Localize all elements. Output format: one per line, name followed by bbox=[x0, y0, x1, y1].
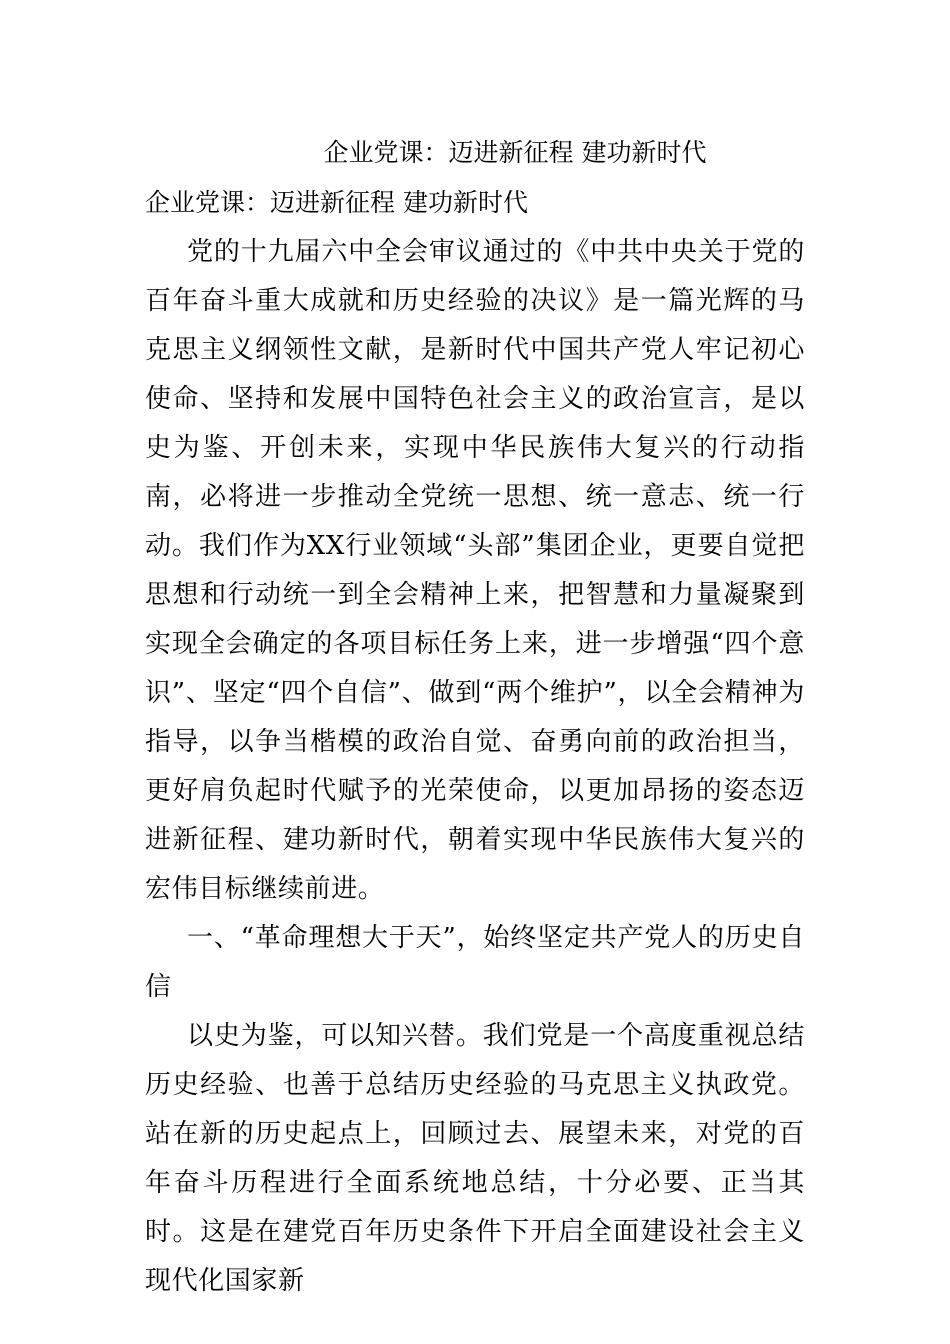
document-subtitle: 企业党课：迈进新征程 建功新时代 bbox=[145, 188, 528, 217]
body-paragraph: 以史为鉴，可以知兴替。我们党是一个高度重视总结历史经验、也善于总结历史经验的马克思主义执政党。站在新的历史起点上，回顾过去、展望未来，对党的百年奋斗历程进行全面系统地总结，十分必要、正当其时。这是在建党百年历史条件下开启全面建设社会主义现代化国家新 bbox=[145, 1021, 805, 1296]
document-page bbox=[145, 128, 805, 1306]
document-title: 企业党课：迈进新征程 建功新时代 bbox=[323, 138, 707, 167]
body-paragraph: 党的十九届六中全会审议通过的《中共中央关于党的百年奋斗重大成就和历史经验的决议》是一篇光辉的马克思主义纲领性文献，是新时代中国共产党人牢记初心使命、坚持和发展中国特色社会主义的政治宣言，是以史为鉴、开创未来，实现中华民族伟大复兴的行动指南，必将进一步推动全党统一思想、统一意志、统一行动。我们作为XX行业领域“头部”集团企业，更要自觉把思想和行动统一到全会精神上来，把智慧和力量凝聚到实现全会确定的各项目标任务上来，进一步增强“四个意识”、坚定“四个自信”、做到“两个维护”，以全会精神为指导，以争当楷模的政治自觉、奋勇向前的政治担当，更好肩负起时代赋予的光荣使命，以更加昂扬的姿态迈进新征程、建功新时代，朝着实现中华民族伟大复兴的宏伟目标继续前进。 bbox=[145, 237, 805, 904]
section-heading: 一、“革命理想大于天”，始终坚定共产党人的历史自信 bbox=[145, 923, 805, 1002]
